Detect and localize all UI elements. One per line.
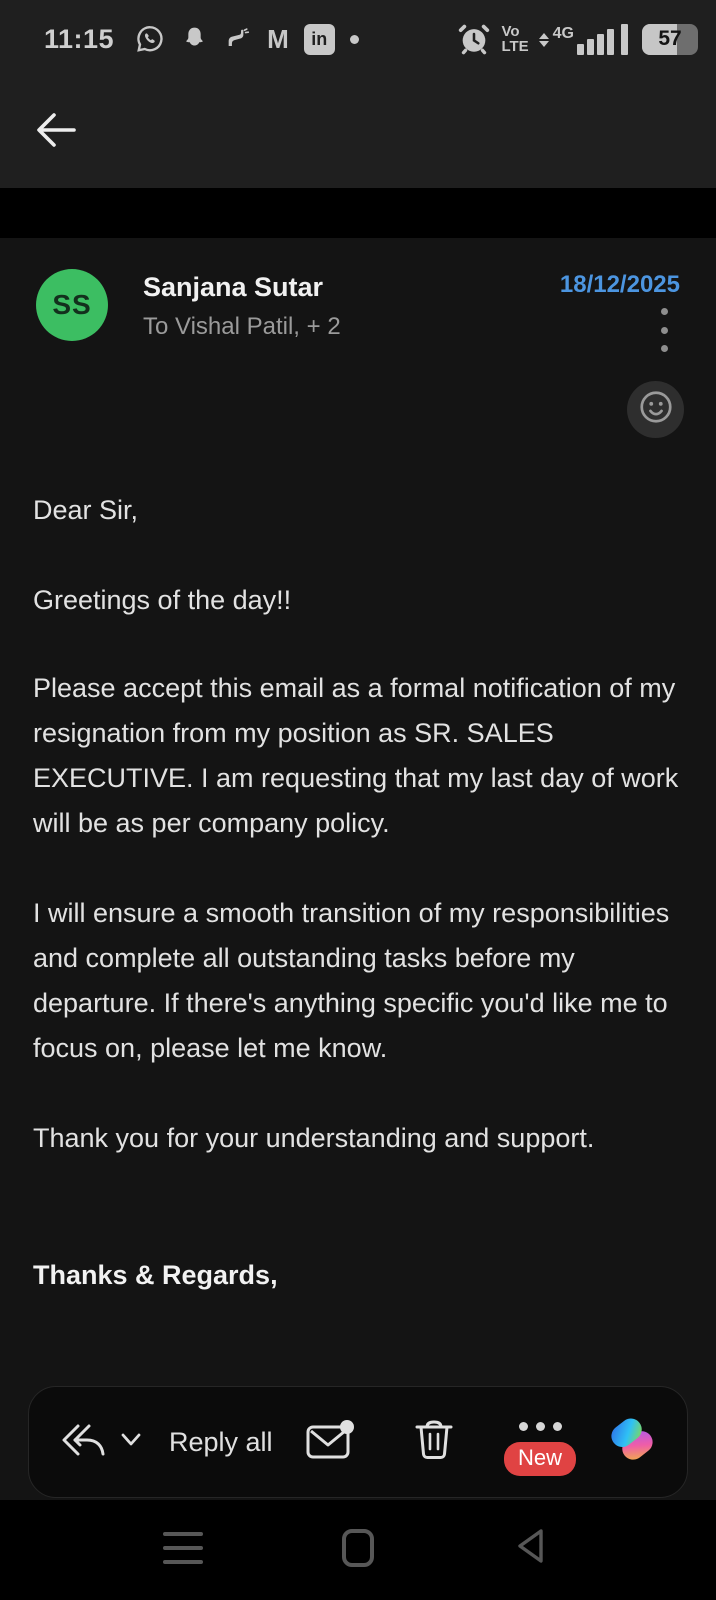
status-right — [457, 22, 698, 56]
copilot-button[interactable] — [603, 1411, 661, 1474]
recipients-line[interactable]: To Vishal Patil, + 2 — [143, 313, 341, 340]
whatsapp-icon — [135, 24, 165, 54]
delete-button[interactable] — [413, 1418, 455, 1467]
paragraph-2: I will ensure a smooth transition of my responsibilities and complete all outstanding tasks before my departure. If there's anything specific you'd like me to focus on, please let me know. — [33, 898, 670, 1063]
action-toolbar — [28, 1386, 688, 1498]
more-notifications-dot-icon — [350, 35, 359, 44]
signoff-text: Thanks & Regards, — [33, 1260, 278, 1290]
battery-percent: 57 — [658, 27, 682, 50]
signal-bars-icon — [577, 24, 628, 55]
status-bar — [0, 0, 716, 78]
recents-icon — [163, 1532, 203, 1564]
sender-name: Sanjana Sutar — [143, 272, 324, 302]
m-app-icon: M — [267, 23, 289, 54]
reply-all-label: Reply all — [169, 1426, 273, 1457]
nav-back-button[interactable] — [498, 1516, 562, 1580]
reply-all-icon — [55, 1420, 107, 1465]
volte-indicator: Vo LTE — [501, 23, 529, 55]
trash-icon — [413, 1418, 455, 1467]
reaction-button[interactable] — [627, 381, 684, 438]
status-left — [44, 24, 359, 55]
linkedin-icon: in — [304, 24, 335, 55]
home-button[interactable] — [326, 1516, 390, 1580]
email-date: 18/12/2025 — [559, 271, 680, 298]
snapchat-icon — [180, 25, 209, 54]
greeting-text: Greetings of the day!! — [33, 585, 292, 615]
hand-notification-icon — [224, 25, 252, 53]
ellipsis-icon — [519, 1422, 562, 1431]
reply-all-button[interactable] — [55, 1420, 273, 1465]
copilot-icon — [603, 1411, 661, 1474]
network-indicator — [539, 24, 628, 55]
app-bar — [0, 78, 716, 188]
back-button[interactable] — [30, 106, 82, 158]
android-nav-bar — [0, 1500, 716, 1600]
reply-options-chevron-icon[interactable] — [119, 1432, 143, 1453]
clock-time: 11:15 — [44, 23, 115, 54]
more-options-button[interactable] — [650, 306, 678, 354]
separator-band — [0, 188, 716, 238]
more-actions-button[interactable] — [503, 1396, 577, 1488]
mark-unread-button[interactable] — [305, 1419, 355, 1466]
avatar[interactable]: SS — [36, 269, 108, 341]
smiley-icon — [637, 388, 675, 431]
envelope-unread-icon — [305, 1419, 355, 1466]
back-arrow-icon — [32, 106, 80, 159]
new-badge: New — [504, 1442, 576, 1476]
alarm-icon — [457, 22, 491, 56]
network-type: 4G — [552, 24, 574, 42]
nav-back-triangle-icon — [513, 1526, 547, 1571]
battery-indicator — [642, 24, 698, 55]
recents-button[interactable] — [151, 1516, 215, 1580]
home-icon — [342, 1529, 374, 1567]
salutation-text: Dear Sir, — [33, 495, 139, 525]
paragraph-1: Please accept this email as a formal notification of my resignation from my position as SR. SALES EXECUTIVE. I am requesting that my last day of work will be as per company policy. — [33, 673, 679, 838]
data-arrows-icon — [539, 33, 549, 47]
thanks-text: Thank you for your understanding and support. — [33, 1123, 595, 1153]
